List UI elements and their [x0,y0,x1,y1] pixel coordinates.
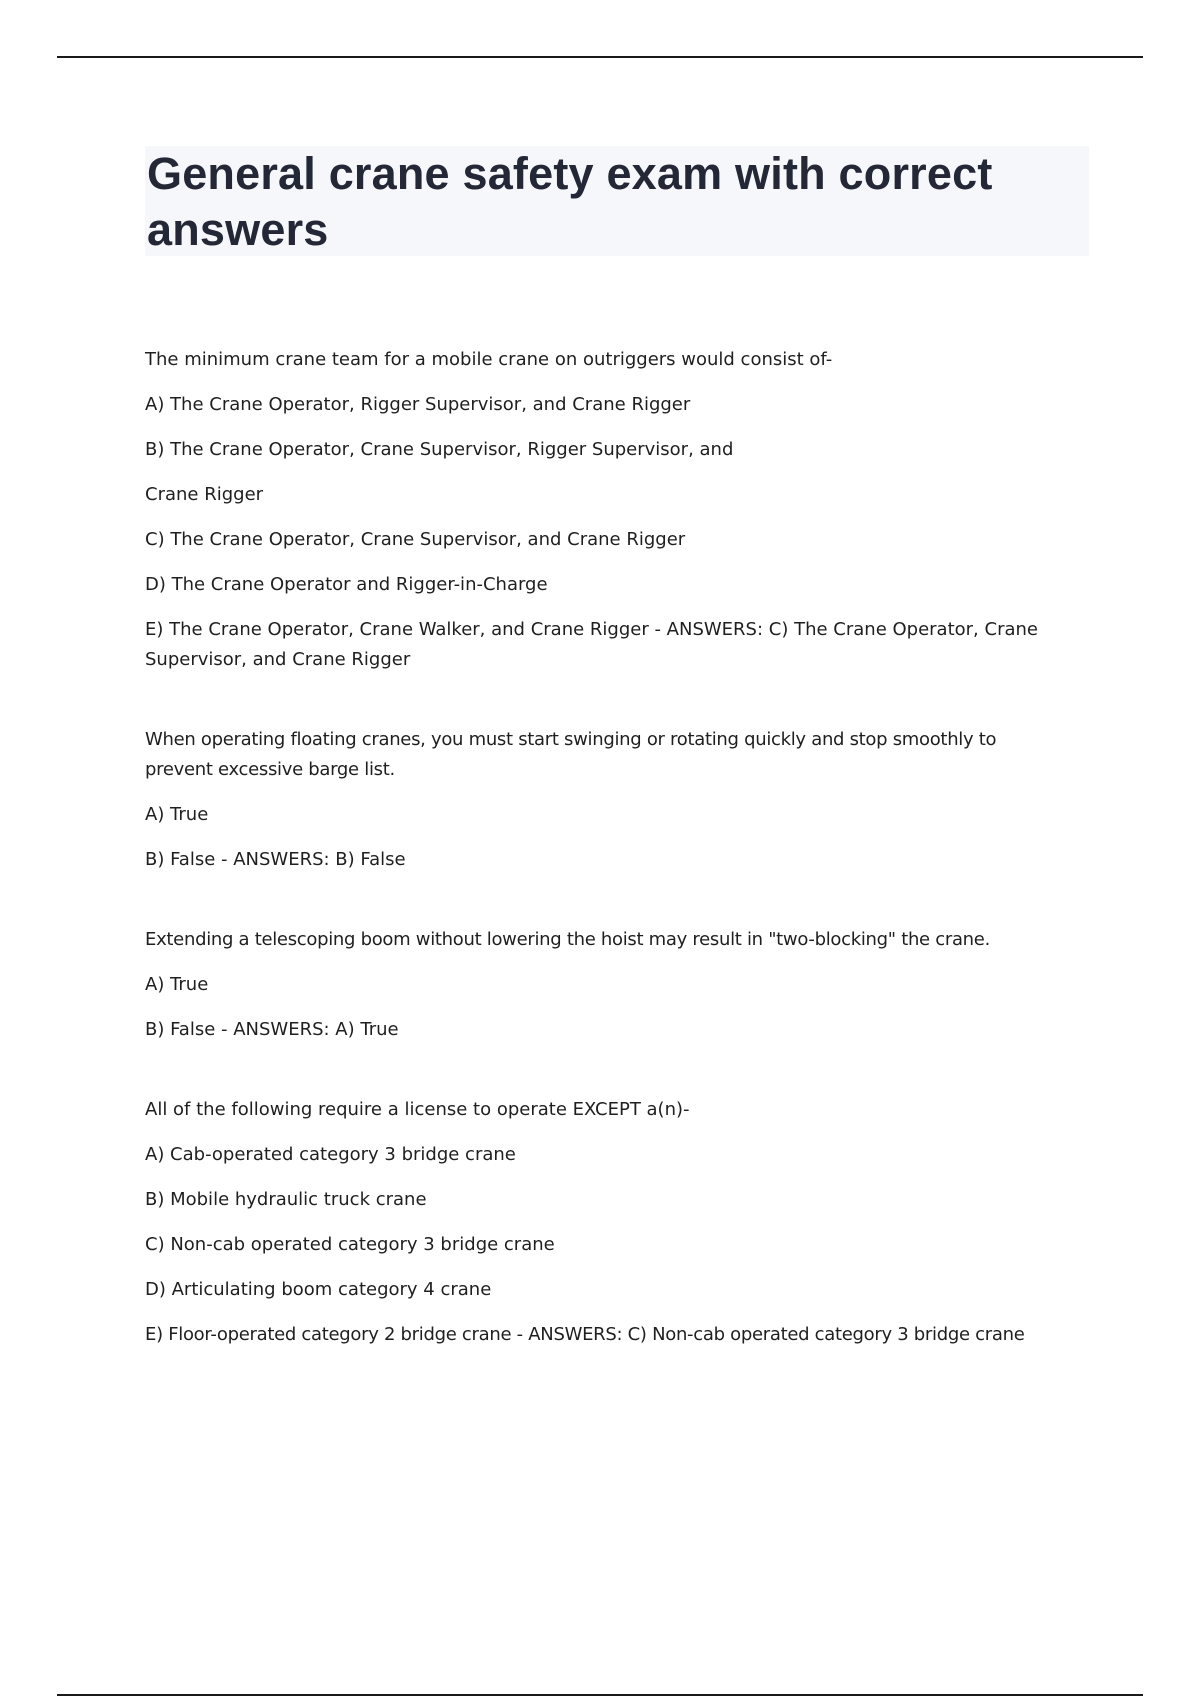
question-2-option-b-answer: B) False - ANSWERS: B) False [145,849,406,870]
question-3 [145,925,1065,1045]
title-banner [145,146,1089,256]
question-1-option-b: B) The Crane Operator, Crane Supervisor, Rigger Supervisor, and [145,439,734,460]
question-4-option-c: C) Non-cab operated category 3 bridge crane [145,1234,555,1255]
bottom-divider [57,1694,1143,1696]
page-title: General crane safety exam with correct answers [147,148,993,255]
question-3-prompt: Extending a telescoping boom without lowering the hoist may result in "two-blocking" the crane. [145,929,990,950]
question-1 [145,345,1065,675]
question-1-option-a: A) The Crane Operator, Rigger Supervisor, and Crane Rigger [145,394,691,415]
question-3-option-b-answer: B) False - ANSWERS: A) True [145,1019,399,1040]
question-4-option-e-answer: E) Floor-operated category 2 bridge crane - ANSWERS: C) Non-cab operated category 3 bridge crane [145,1324,1025,1345]
question-1-option-b-continued: Crane Rigger [145,484,264,505]
question-2 [145,725,1065,875]
question-3-option-a: A) True [145,974,209,995]
top-divider [57,56,1143,58]
question-4-option-d: D) Articulating boom category 4 crane [145,1279,492,1300]
question-4-option-a: A) Cab-operated category 3 bridge crane [145,1144,516,1165]
question-1-option-c: C) The Crane Operator, Crane Supervisor, and Crane Rigger [145,529,686,550]
question-1-option-e-answer: E) The Crane Operator, Crane Walker, and Crane Rigger - ANSWERS: C) The Crane Operator, Crane Supervisor, and Crane Rigger [145,619,1038,670]
question-4-option-b: B) Mobile hydraulic truck crane [145,1189,427,1210]
question-1-prompt: The minimum crane team for a mobile crane on outriggers would consist of- [145,349,833,370]
exam-content [145,345,1065,1400]
question-4 [145,1095,1065,1350]
question-2-prompt: When operating floating cranes, you must start swinging or rotating quickly and stop smoothly to prevent excessive barge list. [145,729,997,780]
question-1-option-d: D) The Crane Operator and Rigger-in-Charge [145,574,548,595]
question-4-prompt: All of the following require a license to operate EXCEPT a(n)- [145,1099,690,1120]
question-2-option-a: A) True [145,804,209,825]
